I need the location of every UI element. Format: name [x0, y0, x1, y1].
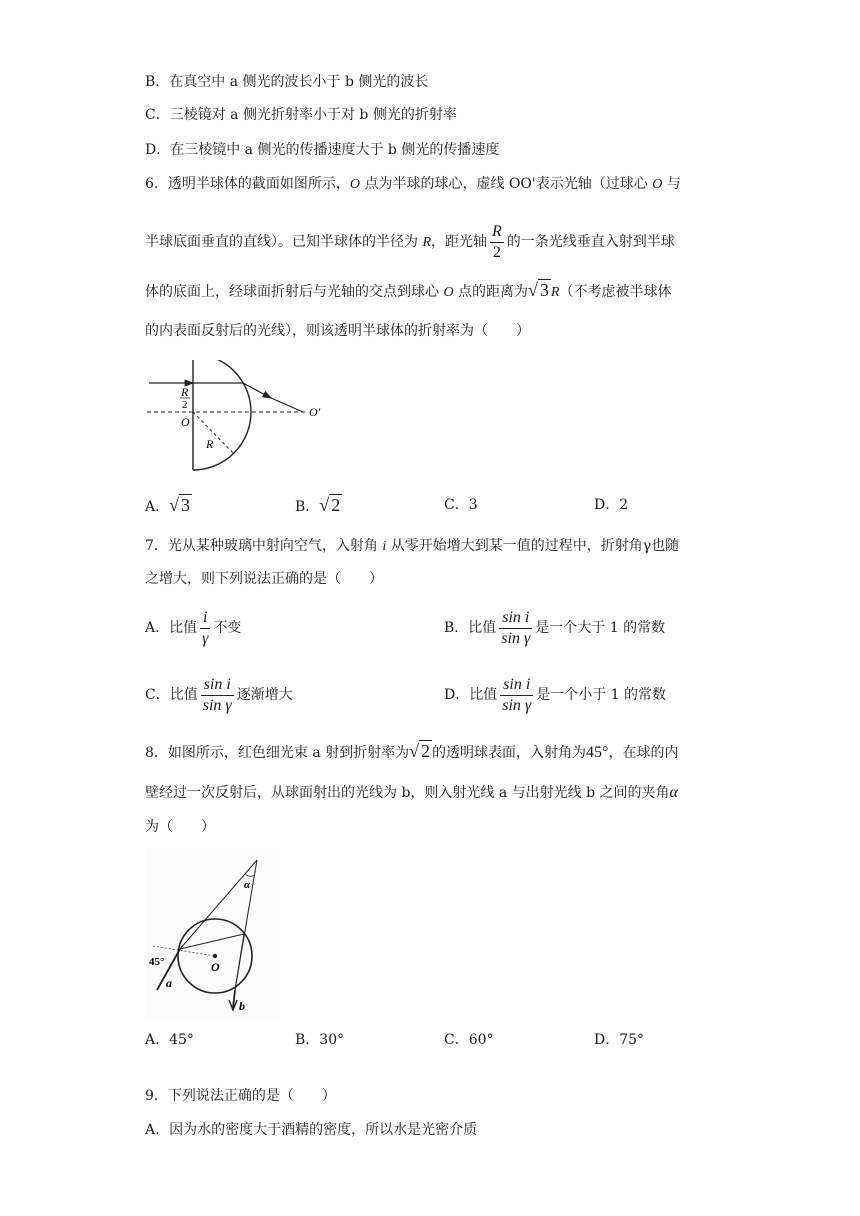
fig8-label-b: b [239, 999, 245, 1013]
fig6-label-o: O [181, 415, 190, 429]
q8-stem-line3: 为（ ） [145, 819, 215, 835]
q8-sphere-figure [145, 848, 280, 1020]
q8-option-b: B．30° [295, 1032, 345, 1048]
q6-hemisphere-figure [145, 360, 330, 480]
q8-option-a: A．45° [145, 1032, 194, 1048]
fig6-label-oprime: O′ [309, 405, 321, 419]
q7-option-b: B．比值 $\frac{\text{sin i}}{\text{sin γ}}$ 是一个大于 1 的常数 [444, 608, 666, 647]
q6-option-d: D．2 [594, 497, 629, 513]
q9-option-a: A．因为水的密度大于酒精的密度，所以水是光密介质 [145, 1122, 478, 1138]
q8-stem-line1: 8．如图所示，红色细光束 a 射到折射率为√ 2 的透明球表面，入射角为45°，在球的内 [145, 741, 679, 761]
fig6-label-two: 2 [182, 399, 188, 411]
q6-option-a: A．√ 3 [145, 495, 191, 515]
q7-stem-line2: 之增大，则下列说法正确的是（ ） [145, 571, 383, 587]
q9-stem: 9．下列说法正确的是（ ） [145, 1088, 336, 1104]
q7-stem-line1: 7．光从某种玻璃中射向空气，入射角 i 从零开始增大到某一值的过程中，折射角γ也随 [145, 538, 680, 554]
q8-stem-line2: 壁经过一次反射后，从球面射出的光线为 b，则入射光线 a 与出射光线 b 之间的夹角α [145, 784, 678, 801]
q7-option-c: C．比值 $\frac{\text{sin i}}{\text{sin γ}}$ 逐渐增大 [145, 675, 293, 714]
q7-option-d: D．比值 $\frac{\text{sin i}}{\text{sin γ}}$ 是一个小于 1 的常数 [444, 675, 667, 714]
q6-stem-line4: 的内表面反射后的光线），则该透明半球体的折射率为（ ） [145, 323, 530, 339]
q8-option-c: C．60° [444, 1032, 494, 1048]
q6-option-b: B．√ 2 [295, 495, 341, 515]
q5-option-b: B．在真空中 a 侧光的波长小于 b 侧光的波长 [145, 74, 429, 90]
q6-stem-line1: 6．透明半球体的截面如图所示，O 点为半球的球心，虚线 OO'表示光轴（过球心 O 与 [145, 176, 681, 192]
fig6-label-r: R [206, 437, 214, 451]
q6-stem-line2: 半球底面垂直的直线）。已知半球体的半径为 R，距光轴 $\frac{R}{2}$ 的一条光线垂直入射到半球 [145, 222, 675, 261]
q5-option-d: D．在三棱镜中 a 侧光的传播速度大于 b 侧光的传播速度 [145, 142, 500, 158]
q7-option-a: A．比值 $\frac{i}{\gamma}$ 不变 [145, 608, 242, 647]
q6-option-c: C．3 [444, 497, 478, 513]
fig8-label-45: 45° [149, 956, 165, 968]
fig8-label-alpha: α [244, 879, 251, 891]
fig8-label-a: a [166, 976, 172, 990]
fig8-label-o: O [211, 960, 220, 974]
q6-stem-line3: 体的底面上，经球面折射后与光轴的交点到球心 O 点的距离为√ 3 R（不考虑被半球体 [145, 280, 672, 300]
q5-option-c: C．三棱镜对 a 侧光折射率小于对 b 侧光的折射率 [145, 107, 457, 123]
fig6-label-r-over: R [181, 385, 189, 399]
q8-option-d: D．75° [594, 1032, 645, 1048]
